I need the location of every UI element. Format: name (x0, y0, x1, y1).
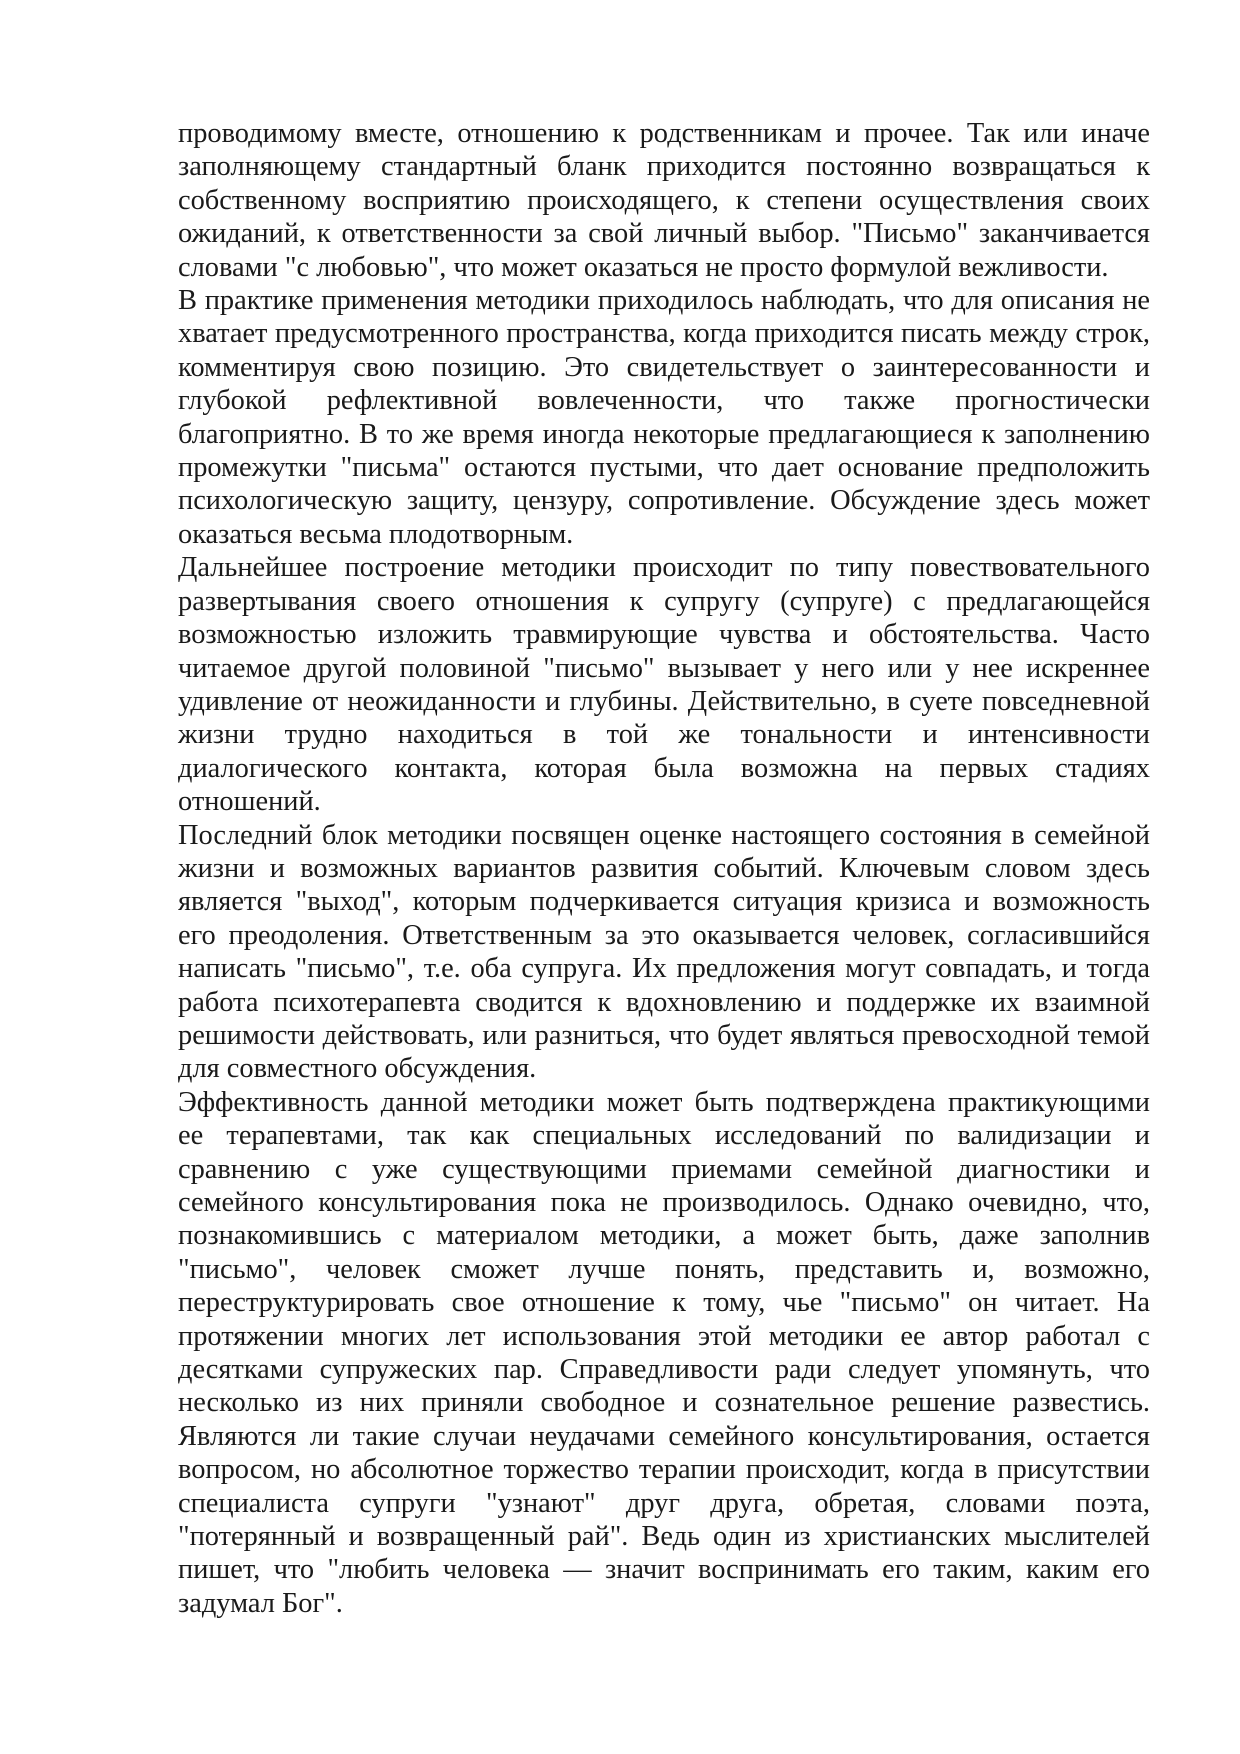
document-page (178, 117, 1150, 1620)
paragraph-2: В практике применения методики приходилось наблюдать, что для описания не хватает предусмотренного пространства, когда приходится писать между строк, комментируя свою позицию. Это свидетельствует о заинтересованности и глубокой рефлективной вовлеченности, что также прогностически благоприятно. В то же время иногда некоторые предлагающиеся к заполнению промежутки "письма" остаются пустыми, что дает основание предположить психологическую защиту, цензуру, сопротивление. Обсуждение здесь может оказаться весьма плодотворным. (178, 285, 1150, 550)
paragraph-1: проводимому вместе, отношению к родственникам и прочее. Так или иначе заполняющему стандартный бланк приходится постоянно возвращаться к собственному восприятию происходящего, к степени осуществления своих ожиданий, к ответственности за свой личный выбор. "Письмо" заканчивается словами "с любовью", что может оказаться не просто формулой вежливости. (178, 118, 1150, 283)
paragraph-4: Последний блок методики посвящен оценке настоящего состояния в семейной жизни и возможных вариантов развития событий. Ключевым словом здесь является "выход", которым подчеркивается ситуация кризиса и возможность его преодоления. Ответственным за это оказывается человек, согласившийся написать "письмо", т.е. оба супруга. Их предложения могут совпадать, и тогда работа психотерапевта сводится к вдохновлению и поддержке их взаимной решимости действовать, или разниться, что будет являться превосходной темой для совместного обсуждения. (178, 819, 1150, 1085)
paragraph-3: Дальнейшее построение методики происходит по типу повествовательного развертывания своего отношения к супругу (супруге) с предлагающейся возможностью изложить травмирующие чувства и обстоятельства. Часто читаемое другой половиной "письмо" вызывает у него или у нее искреннее удивление от неожиданности и глубины. Действительно, в суете повседневной жизни трудно находиться в той же тональности и интенсивности диалогического контакта, которая была возможна на первых стадиях отношений. (178, 552, 1150, 818)
paragraph-5: Эффективность данной методики может быть подтверждена практикующими ее терапевтами, так как специальных исследований по валидизации и сравнению с уже существующими приемами семейной диагностики и семейного консультирования пока не производилось. Однако очевидно, что, познакомившись с материалом методики, а может быть, даже заполнив "письмо", человек сможет лучше понять, представить и, возможно, переструктурировать свое отношение к тому, чье "письмо" он читает. На протяжении многих лет использования этой методики ее автор работал с десятками супружеских пар. Справедливости ради следует упомянуть, что несколько из них приняли свободное и сознательное решение развестись. Являются ли такие случаи неудачами семейного консультирования, остается вопросом, но абсолютное торжество терапии происходит, когда в присутствии специалиста супруги "узнают" друг друга, обретая, словами поэта, "потерянный и возвращенный рай". Ведь один из христианских мыслителей пишет, что "любить человека — значит воспринимать его таким, каким его задумал Бог". (178, 1086, 1150, 1619)
